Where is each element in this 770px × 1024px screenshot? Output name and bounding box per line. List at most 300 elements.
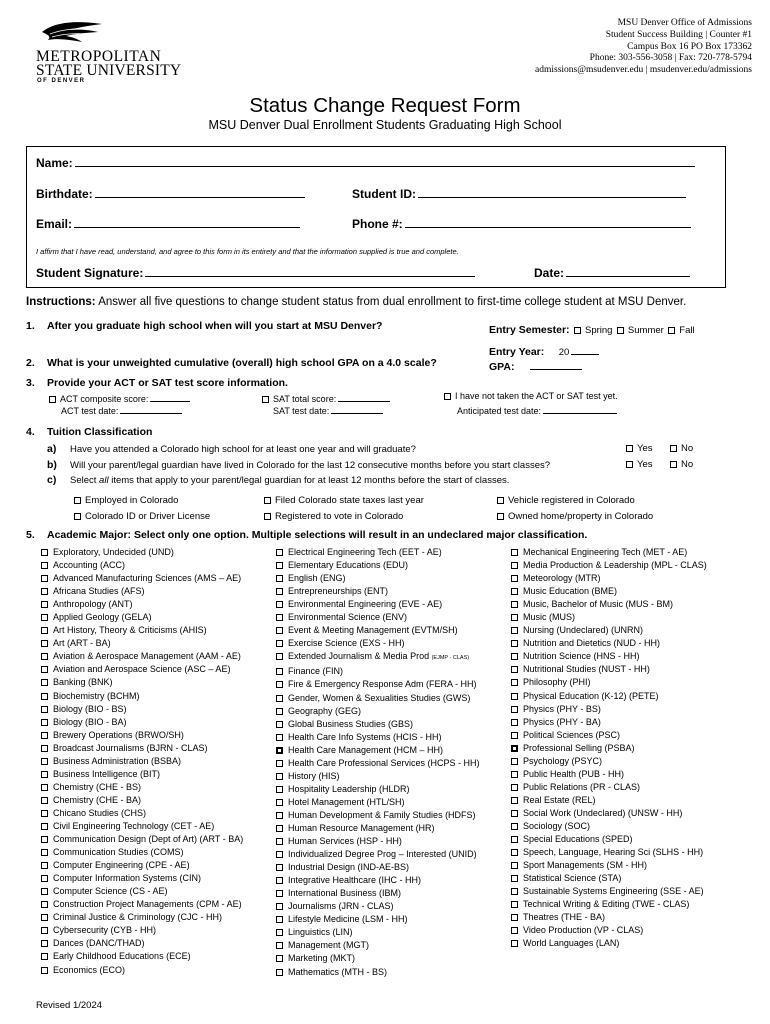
major-option[interactable]: [511, 755, 707, 768]
major-option[interactable]: [41, 663, 243, 676]
sat-date-field[interactable]: [273, 403, 383, 416]
vote-option[interactable]: [264, 511, 403, 522]
major-checkbox[interactable]: [511, 666, 518, 673]
major-checkbox[interactable]: [41, 862, 48, 869]
major-option[interactable]: [41, 807, 243, 820]
name-field[interactable]: [36, 156, 695, 170]
major-option[interactable]: [511, 833, 707, 846]
major-checkbox[interactable]: [41, 901, 48, 908]
major-option[interactable]: [511, 872, 707, 885]
question-4a-text: Have you attended a Colorado high school for at least one year and will graduate?: [70, 444, 416, 455]
major-checkbox[interactable]: [511, 940, 518, 947]
major-checkbox[interactable]: [41, 888, 48, 895]
major-checkbox[interactable]: [41, 836, 48, 843]
major-checkbox[interactable]: [511, 745, 518, 752]
act-date-line[interactable]: [120, 403, 182, 414]
major-checkbox[interactable]: [41, 953, 48, 960]
major-checkbox[interactable]: [511, 810, 518, 817]
major-label: Linguistics (LIN): [288, 927, 353, 938]
major-label: Event & Meeting Management (EVTM/SH): [288, 625, 458, 636]
act-score-line[interactable]: [150, 391, 190, 402]
major-option[interactable]: [41, 624, 243, 637]
major-checkbox[interactable]: [511, 771, 518, 778]
anticipated-date-field[interactable]: [457, 403, 617, 416]
major-label: Banking (BNK): [53, 677, 113, 688]
major-label: Statistical Science (STA): [523, 873, 622, 884]
vote-checkbox[interactable]: [264, 513, 271, 520]
major-option[interactable]: [41, 598, 243, 611]
major-option[interactable]: [41, 768, 243, 781]
question-4a-label: a): [47, 443, 57, 455]
major-checkbox[interactable]: [276, 916, 283, 923]
vehicle-option[interactable]: [497, 495, 635, 506]
major-option[interactable]: [276, 966, 480, 979]
major-checkbox[interactable]: [41, 719, 48, 726]
major-label: Exercise Science (EXS - HH): [288, 638, 405, 649]
student-id-field[interactable]: [352, 187, 686, 201]
act-checkbox[interactable]: [49, 396, 56, 403]
major-option[interactable]: [41, 794, 243, 807]
majors-column-2: [276, 546, 480, 979]
major-option[interactable]: [276, 718, 480, 731]
major-checkbox[interactable]: [41, 914, 48, 921]
major-option[interactable]: [41, 846, 243, 859]
phone-field[interactable]: [352, 217, 691, 231]
major-option[interactable]: [276, 585, 480, 598]
major-label: Advanced Manufacturing Sciences (AMS – AE): [53, 573, 242, 584]
major-option[interactable]: [511, 742, 707, 755]
major-option[interactable]: [511, 650, 707, 663]
major-label: Human Development & Family Studies (HDFS): [288, 809, 476, 820]
major-label: Aviation & Aerospace Management (AAM - AE): [53, 651, 241, 662]
major-label: Hospitality Leadership (HLDR): [288, 783, 410, 794]
major-option[interactable]: [276, 822, 480, 835]
major-option[interactable]: [41, 611, 243, 624]
email-label: Email:: [36, 217, 73, 231]
home-option[interactable]: [497, 511, 653, 522]
major-checkbox[interactable]: [41, 771, 48, 778]
major-option[interactable]: [276, 900, 480, 913]
employed-option[interactable]: [74, 495, 178, 506]
major-option[interactable]: [511, 898, 707, 911]
major-option[interactable]: [41, 559, 243, 572]
major-checkbox[interactable]: [511, 588, 518, 595]
major-option[interactable]: [511, 703, 707, 716]
sat-date-label: SAT test date:: [273, 406, 330, 416]
major-label: Chemistry (CHE - BS): [53, 781, 142, 792]
sat-date-line[interactable]: [331, 403, 383, 414]
major-checkbox[interactable]: [276, 747, 283, 754]
major-option[interactable]: [276, 939, 480, 952]
major-option[interactable]: [276, 624, 480, 637]
major-option[interactable]: [276, 861, 480, 874]
major-option[interactable]: [276, 692, 480, 705]
home-label: Owned home/property in Colorado: [508, 511, 654, 522]
major-label: Exploratory, Undecided (UND): [53, 547, 174, 557]
major-checkbox[interactable]: [511, 888, 518, 895]
major-option[interactable]: [276, 913, 480, 926]
major-label: Nutritional Studies (NUST - HH): [523, 664, 650, 675]
major-option[interactable]: [41, 755, 243, 768]
email-line[interactable]: [74, 217, 300, 228]
major-checkbox[interactable]: [276, 877, 283, 884]
q4b-no-checkbox[interactable]: [670, 461, 677, 468]
major-option[interactable]: [511, 690, 707, 703]
major-checkbox[interactable]: [276, 955, 283, 962]
major-checkbox[interactable]: [41, 640, 48, 647]
gpa-line[interactable]: [530, 359, 582, 370]
email-field[interactable]: [36, 217, 300, 231]
major-checkbox[interactable]: [41, 797, 48, 804]
office-line: Campus Box 16 PO Box 173362: [627, 41, 752, 52]
major-option[interactable]: [276, 572, 480, 585]
major-label: Criminal Justice & Criminology (CJC - HH): [53, 912, 223, 923]
major-label: Construction Project Managements (CPM - AE): [53, 899, 242, 910]
major-checkbox[interactable]: [511, 627, 518, 634]
major-label: Journalisms (JRN - CLAS): [288, 901, 394, 912]
major-checkbox[interactable]: [276, 601, 283, 608]
major-checkbox[interactable]: [276, 942, 283, 949]
major-checkbox[interactable]: [511, 784, 518, 791]
signature-field[interactable]: [36, 266, 475, 280]
major-checkbox[interactable]: [511, 732, 518, 739]
major-option[interactable]: [511, 859, 707, 872]
major-option[interactable]: [276, 783, 480, 796]
vehicle-label: Vehicle registered in Colorado: [508, 495, 635, 506]
act-date-field[interactable]: [61, 403, 182, 416]
major-checkbox[interactable]: [511, 862, 518, 869]
major-checkbox[interactable]: [511, 875, 518, 882]
entry-year-line[interactable]: [571, 344, 599, 355]
yes-label: Yes: [637, 459, 653, 470]
major-checkbox[interactable]: [276, 708, 283, 715]
major-checkbox[interactable]: [276, 588, 283, 595]
q4a-no-checkbox[interactable]: [670, 445, 677, 452]
major-checkbox[interactable]: [276, 903, 283, 910]
major-checkbox[interactable]: [276, 929, 283, 936]
major-option[interactable]: [276, 887, 480, 900]
major-option[interactable]: [276, 611, 480, 624]
major-option[interactable]: [276, 952, 480, 965]
major-option[interactable]: [41, 585, 243, 598]
major-checkbox[interactable]: [511, 836, 518, 843]
major-checkbox[interactable]: [276, 640, 283, 647]
major-checkbox[interactable]: [41, 614, 48, 621]
sat-checkbox[interactable]: [262, 396, 269, 403]
major-option[interactable]: [511, 924, 707, 937]
major-label: Real Estate (REL): [523, 794, 596, 805]
major-option[interactable]: [276, 835, 480, 848]
major-label: Health Care Info Systems (HCIS - HH): [288, 731, 442, 742]
major-option[interactable]: [511, 716, 707, 729]
major-checkbox[interactable]: [41, 588, 48, 595]
major-checkbox[interactable]: [276, 786, 283, 793]
not-taken-checkbox[interactable]: [444, 393, 451, 400]
question-2-number: 2.: [26, 357, 35, 369]
major-checkbox[interactable]: [41, 940, 48, 947]
id-license-option[interactable]: [74, 511, 210, 522]
major-option[interactable]: [511, 637, 707, 650]
major-checkbox[interactable]: [41, 927, 48, 934]
major-checkbox[interactable]: [276, 812, 283, 819]
major-checkbox[interactable]: [276, 760, 283, 767]
major-checkbox[interactable]: [511, 797, 518, 804]
major-option[interactable]: [276, 678, 480, 691]
major-option[interactable]: [276, 770, 480, 783]
major-option[interactable]: [41, 820, 243, 833]
major-option[interactable]: [511, 663, 707, 676]
name-line[interactable]: [75, 156, 695, 167]
question-4a-no[interactable]: [670, 443, 693, 454]
major-checkbox[interactable]: [276, 969, 283, 976]
major-option[interactable]: [41, 833, 243, 846]
major-checkbox[interactable]: [276, 614, 283, 621]
date-field[interactable]: [534, 266, 690, 280]
major-option[interactable]: [511, 937, 707, 950]
home-checkbox[interactable]: [497, 513, 504, 520]
question-4b-yes[interactable]: [626, 459, 653, 470]
major-checkbox[interactable]: [511, 549, 518, 556]
question-1-text: After you graduate high school when will you start at MSU Denver?: [47, 320, 383, 332]
major-checkbox[interactable]: [511, 927, 518, 934]
fall-option[interactable]: [668, 325, 694, 336]
question-4a-yes[interactable]: [626, 443, 653, 454]
major-checkbox[interactable]: [41, 666, 48, 673]
signature-line[interactable]: [145, 266, 475, 277]
major-checkbox[interactable]: [41, 875, 48, 882]
major-option[interactable]: [276, 744, 480, 757]
major-label: Chemistry (CHE - BA): [53, 794, 142, 805]
major-checkbox[interactable]: [41, 693, 48, 700]
vehicle-checkbox[interactable]: [497, 497, 504, 504]
spring-checkbox[interactable]: [574, 327, 581, 334]
major-checkbox[interactable]: [276, 549, 283, 556]
major-option[interactable]: [511, 624, 707, 637]
anticipated-label: Anticipated test date:: [457, 406, 542, 416]
major-checkbox[interactable]: [276, 734, 283, 741]
major-checkbox[interactable]: [511, 758, 518, 765]
major-checkbox[interactable]: [276, 668, 283, 675]
major-checkbox[interactable]: [276, 695, 283, 702]
major-checkbox[interactable]: [511, 640, 518, 647]
major-label: Philosophy (PHI): [523, 677, 591, 688]
major-option[interactable]: [511, 820, 707, 833]
major-checkbox[interactable]: [276, 799, 283, 806]
major-option[interactable]: [511, 794, 707, 807]
taxes-option[interactable]: [264, 495, 424, 506]
major-option[interactable]: [511, 911, 707, 924]
major-option[interactable]: [276, 705, 480, 718]
major-checkbox[interactable]: [276, 773, 283, 780]
major-option[interactable]: [276, 809, 480, 822]
major-option[interactable]: [511, 807, 707, 820]
major-checkbox[interactable]: [41, 823, 48, 830]
birthdate-line[interactable]: [95, 187, 305, 198]
major-option[interactable]: [41, 716, 243, 729]
major-option[interactable]: [41, 911, 243, 924]
major-checkbox[interactable]: [41, 706, 48, 713]
majors-column-3: [511, 546, 707, 950]
major-checkbox[interactable]: [41, 562, 48, 569]
major-option[interactable]: [41, 729, 243, 742]
major-checkbox[interactable]: [276, 721, 283, 728]
major-checkbox[interactable]: [511, 693, 518, 700]
major-checkbox[interactable]: [276, 627, 283, 634]
id-license-checkbox[interactable]: [74, 513, 81, 520]
question-5-number: 5.: [26, 529, 35, 541]
major-option[interactable]: [276, 546, 480, 559]
q4c-text-pre: Select: [70, 475, 100, 486]
no-label: No: [681, 443, 694, 454]
major-checkbox[interactable]: [276, 653, 283, 660]
major-option[interactable]: [511, 546, 707, 559]
major-checkbox[interactable]: [511, 575, 518, 582]
major-option[interactable]: [41, 924, 243, 937]
major-option[interactable]: [41, 885, 243, 898]
major-option[interactable]: [276, 848, 480, 861]
major-checkbox[interactable]: [41, 758, 48, 765]
major-checkbox[interactable]: [276, 864, 283, 871]
major-checkbox[interactable]: [511, 614, 518, 621]
major-checkbox[interactable]: [511, 823, 518, 830]
major-checkbox[interactable]: [41, 849, 48, 856]
major-option[interactable]: [276, 598, 480, 611]
summer-checkbox[interactable]: [617, 327, 624, 334]
major-option[interactable]: [41, 898, 243, 911]
major-label: Mechanical Engineering Tech (MET - AE): [523, 547, 688, 557]
sat-score-line[interactable]: [338, 391, 390, 402]
major-option[interactable]: [511, 676, 707, 689]
date-line[interactable]: [566, 266, 690, 277]
major-checkbox[interactable]: [511, 653, 518, 660]
major-option[interactable]: [41, 637, 243, 650]
major-label: History (HIS): [288, 770, 340, 781]
major-option[interactable]: [41, 650, 243, 663]
major-checkbox[interactable]: [41, 653, 48, 660]
major-checkbox[interactable]: [41, 601, 48, 608]
major-option[interactable]: [41, 676, 243, 689]
major-checkbox[interactable]: [41, 810, 48, 817]
anticipated-line[interactable]: [543, 403, 617, 414]
q4b-yes-checkbox[interactable]: [626, 461, 633, 468]
major-option[interactable]: [276, 559, 480, 572]
major-option[interactable]: [276, 796, 480, 809]
major-label: Music, Bachelor of Music (MUS - BM): [523, 599, 674, 610]
major-option[interactable]: [511, 559, 707, 572]
major-checkbox[interactable]: [41, 784, 48, 791]
major-checkbox[interactable]: [276, 825, 283, 832]
major-checkbox[interactable]: [41, 575, 48, 582]
question-4-text: Tuition Classification: [47, 426, 153, 438]
major-checkbox[interactable]: [511, 914, 518, 921]
major-checkbox[interactable]: [276, 562, 283, 569]
not-taken-option[interactable]: [444, 391, 618, 401]
page-title: Status Change Request Form: [249, 94, 521, 117]
fall-checkbox[interactable]: [668, 327, 675, 334]
major-label: Professional Selling (PSBA): [523, 742, 635, 753]
major-checkbox[interactable]: [276, 681, 283, 688]
office-line: Phone: 303-556-3058 | Fax: 720-778-5794: [589, 53, 752, 64]
major-option[interactable]: [511, 729, 707, 742]
major-checkbox[interactable]: [511, 601, 518, 608]
vote-label: Registered to vote in Colorado: [275, 511, 404, 522]
major-option[interactable]: [41, 781, 243, 794]
major-option[interactable]: [511, 572, 707, 585]
major-checkbox[interactable]: [41, 549, 48, 556]
student-id-line[interactable]: [418, 187, 686, 198]
major-checkbox[interactable]: [511, 679, 518, 686]
major-option[interactable]: [41, 964, 243, 977]
summer-label: Summer: [627, 325, 664, 336]
phone-line[interactable]: [405, 217, 691, 228]
major-option[interactable]: [511, 768, 707, 781]
major-option[interactable]: [276, 757, 480, 770]
question-4c-text: [70, 475, 509, 486]
major-checkbox[interactable]: [276, 890, 283, 897]
employed-checkbox[interactable]: [74, 497, 81, 504]
major-option[interactable]: [41, 742, 243, 755]
major-option[interactable]: [276, 874, 480, 887]
major-option[interactable]: [41, 690, 243, 703]
major-option[interactable]: [41, 572, 243, 585]
yes-label: Yes: [637, 443, 653, 454]
major-option[interactable]: [41, 872, 243, 885]
major-checkbox[interactable]: [511, 706, 518, 713]
major-label: Business Intelligence (BIT): [53, 768, 161, 779]
spring-option[interactable]: [574, 325, 612, 336]
major-checkbox[interactable]: [276, 851, 283, 858]
major-option[interactable]: [276, 926, 480, 939]
major-checkbox[interactable]: [41, 627, 48, 634]
major-checkbox[interactable]: [511, 719, 518, 726]
major-option[interactable]: [511, 846, 707, 859]
major-option[interactable]: [511, 781, 707, 794]
major-option[interactable]: [511, 885, 707, 898]
major-option[interactable]: [41, 937, 243, 950]
major-checkbox[interactable]: [276, 575, 283, 582]
question-4b-no[interactable]: [670, 459, 693, 470]
major-option[interactable]: [276, 650, 480, 665]
major-checkbox[interactable]: [41, 745, 48, 752]
major-option[interactable]: [276, 665, 480, 678]
major-label: Biochemistry (BCHM): [53, 690, 140, 701]
birthdate-field[interactable]: [36, 187, 305, 201]
major-option[interactable]: [41, 950, 243, 963]
major-checkbox[interactable]: [511, 562, 518, 569]
major-option[interactable]: [41, 703, 243, 716]
major-option[interactable]: [276, 637, 480, 650]
taxes-label: Filed Colorado state taxes last year: [275, 495, 424, 506]
major-option[interactable]: [276, 731, 480, 744]
major-option[interactable]: [41, 546, 243, 559]
summer-option[interactable]: [617, 325, 664, 336]
major-checkbox[interactable]: [41, 967, 48, 974]
major-option[interactable]: [511, 611, 707, 624]
major-checkbox[interactable]: [41, 732, 48, 739]
major-option[interactable]: [511, 598, 707, 611]
taxes-checkbox[interactable]: [264, 497, 271, 504]
major-label: Individualized Degree Prog – Interested (UNID): [288, 849, 477, 860]
major-checkbox[interactable]: [276, 838, 283, 845]
major-option[interactable]: [511, 585, 707, 598]
major-checkbox[interactable]: [511, 901, 518, 908]
major-checkbox[interactable]: [511, 849, 518, 856]
major-checkbox[interactable]: [41, 679, 48, 686]
major-label: Sociology (SOC): [523, 820, 591, 831]
gpa-field[interactable]: [489, 357, 582, 375]
q4a-yes-checkbox[interactable]: [626, 445, 633, 452]
major-option[interactable]: [41, 859, 243, 872]
